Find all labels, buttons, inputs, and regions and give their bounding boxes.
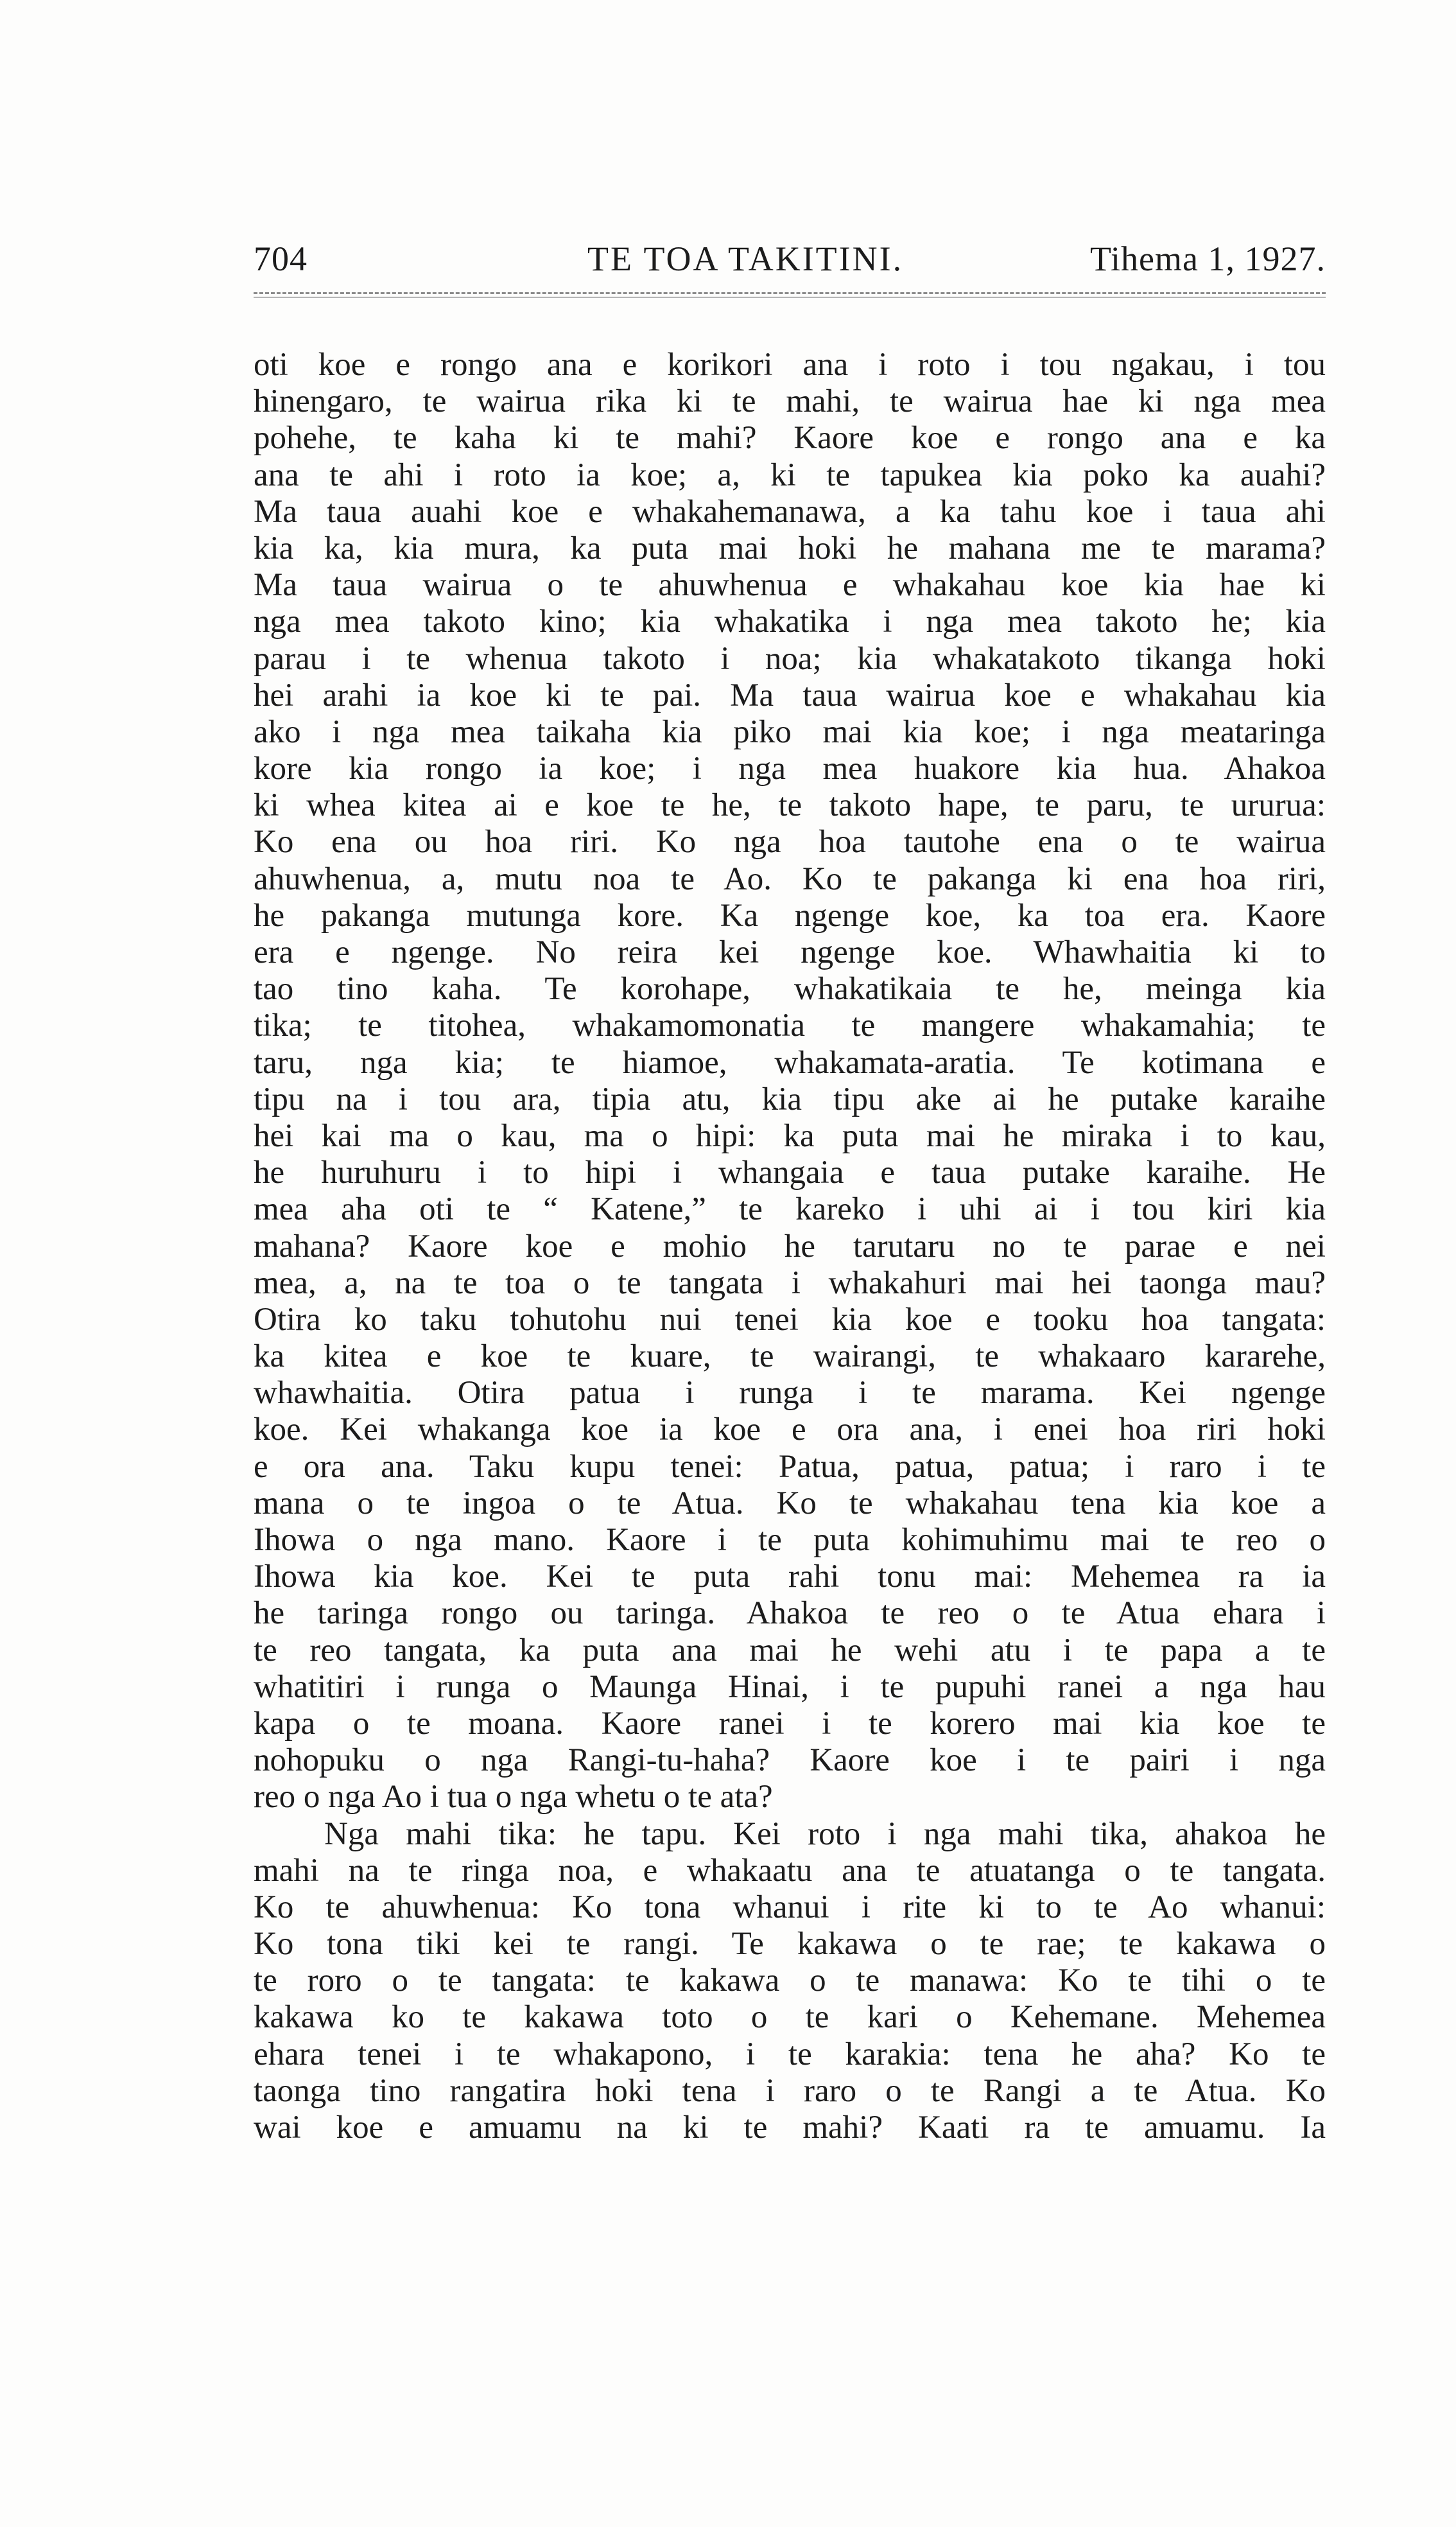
text-line: kakawa ko te kakawa toto o te kari o Kehemane. Mehemea [254, 1999, 1326, 2036]
text-line: whawhaitia. Otira patua i runga i te marama. Kei ngenge [254, 1375, 1326, 1412]
text-line: mea aha oti te “ Katene,” te kareko i uhi ai i tou kiri kia [254, 1191, 1326, 1228]
text-line: nohopuku o nga Rangi-tu-haha? Kaore koe i te pairi i nga [254, 1742, 1326, 1779]
text-line: mahana? Kaore koe e mohio he tarutaru no te parae e nei [254, 1228, 1326, 1264]
text-line: nga mea takoto kino; kia whakatika i nga mea takoto he; kia [254, 604, 1326, 640]
text-line: koe. Kei whakanga koe ia koe e ora ana, i enei hoa riri hoki [254, 1412, 1326, 1448]
text-line: he taringa rongo ou taringa. Ahakoa te reo o te Atua ehara i [254, 1595, 1326, 1632]
text-line: Ko tona tiki kei te rangi. Te kakawa o te rae; te kakawa o [254, 1926, 1326, 1963]
text-line: pohehe, te kaha ki te mahi? Kaore koe e rongo ana e ka [254, 420, 1326, 457]
text-line: Otira ko taku tohutohu nui tenei kia koe e tooku hoa tangata: [254, 1301, 1326, 1338]
text-line: ki whea kitea ai e koe te he, te takoto hape, te paru, te ururua: [254, 787, 1326, 824]
text-line: tao tino kaha. Te korohape, whakatikaia te he, meinga kia [254, 971, 1326, 1008]
text-line: Ma taua wairua o te ahuwhenua e whakahau koe kia hae ki [254, 567, 1326, 604]
text-line: mahi na te ringa noa, e whakaatu ana te atuatanga o te tangata. [254, 1852, 1326, 1889]
header-rule [254, 292, 1326, 294]
text-line: kia ka, kia mura, ka puta mai hoki he mahana me te marama? [254, 530, 1326, 566]
text-line: te roro o te tangata: te kakawa o te manawa: Ko te tihi o te [254, 1963, 1326, 1999]
text-line: Ko ena ou hoa riri. Ko nga hoa tautohe ena o te wairua [254, 824, 1326, 861]
text-line: Ko te ahuwhenua: Ko tona whanui i rite ki to te Ao whanui: [254, 1889, 1326, 1925]
text-line: ka kitea e koe te kuare, te wairangi, te whakaaro kararehe, [254, 1338, 1326, 1375]
text-line: era e ngenge. No reira kei ngenge koe. Whawhaitia ki to [254, 934, 1326, 970]
text-line: Ihowa kia koe. Kei te puta rahi tonu mai: Mehemea ra ia [254, 1559, 1326, 1595]
running-header [254, 239, 1326, 284]
text-line: tika; te titohea, whakamomonatia te mangere whakamahia; te [254, 1008, 1326, 1044]
article-text [254, 347, 1326, 2146]
text-line: reo o nga Ao i tua o nga whetu o te ata? [254, 1779, 773, 1815]
page-number: 704 [254, 240, 308, 278]
text-line: he pakanga mutunga kore. Ka ngenge koe, ka toa era. Kaore [254, 897, 1326, 934]
text-line: Ma taua auahi koe e whakahemanawa, a ka tahu koe i taua ahi [254, 493, 1326, 530]
text-line: parau i te whenua takoto i noa; kia whakatakoto tikanga hoki [254, 640, 1326, 677]
text-line: ehara tenei i te whakapono, i te karakia: tena he aha? Ko te [254, 2036, 1326, 2072]
text-line: hei arahi ia koe ki te pai. Ma taua wairua koe e whakahau kia [254, 677, 1326, 713]
text-line: taru, nga kia; te hiamoe, whakamata-aratia. Te kotimana e [254, 1044, 1326, 1081]
text-line: e ora ana. Taku kupu tenei: Patua, patua, patua; i raro i te [254, 1448, 1326, 1485]
text-line: Nga mahi tika: he tapu. Kei roto i nga mahi tika, ahakoa he [324, 1815, 1326, 1852]
text-line: kapa o te moana. Kaore ranei i te korero mai kia koe te [254, 1705, 1326, 1742]
issue-date: Tihema 1, 1927. [1089, 240, 1326, 278]
text-line: ahuwhenua, a, mutu noa te Ao. Ko te pakanga ki ena hoa riri, [254, 861, 1326, 897]
text-line: ako i nga mea taikaha kia piko mai kia koe; i nga meataringa [254, 713, 1326, 750]
text-line: mana o te ingoa o te Atua. Ko te whakahau tena kia koe a [254, 1485, 1326, 1521]
text-line: he huruhuru i to hipi i whangaia e taua putake karaihe. He [254, 1155, 1326, 1191]
text-line: te reo tangata, ka puta ana mai he wehi atu i te papa a te [254, 1632, 1326, 1668]
text-line: Ihowa o nga mano. Kaore i te puta kohimuhimu mai te reo o [254, 1522, 1326, 1558]
text-line: hei kai ma o kau, ma o hipi: ka puta mai he miraka i to kau, [254, 1117, 1326, 1154]
text-line: oti koe e rongo ana e korikori ana i roto i tou ngakau, i tou [254, 347, 1326, 383]
text-line: whatitiri i runga o Maunga Hinai, i te pupuhi ranei a nga hau [254, 1668, 1326, 1705]
text-line: ana te ahi i roto ia koe; a, ki te tapukea kia poko ka auahi? [254, 457, 1326, 493]
header-rule-secondary [254, 297, 1326, 298]
text-line: wai koe e amuamu na ki te mahi? Kaati ra te amuamu. Ia [254, 2110, 1326, 2146]
text-line: kore kia rongo ia koe; i nga mea huakore kia hua. Ahakoa [254, 751, 1326, 787]
text-line: mea, a, na te toa o te tangata i whakahuri mai hei taonga mau? [254, 1264, 1326, 1301]
text-line: hinengaro, te wairua rika ki te mahi, te wairua hae ki nga mea [254, 383, 1326, 420]
text-line: tipu na i tou ara, tipia atu, kia tipu ake ai he putake karaihe [254, 1081, 1326, 1117]
text-line: taonga tino rangatira hoki tena i raro o te Rangi a te Atua. Ko [254, 2072, 1326, 2109]
publication-title: TE TOA TAKITINI. [587, 240, 904, 278]
